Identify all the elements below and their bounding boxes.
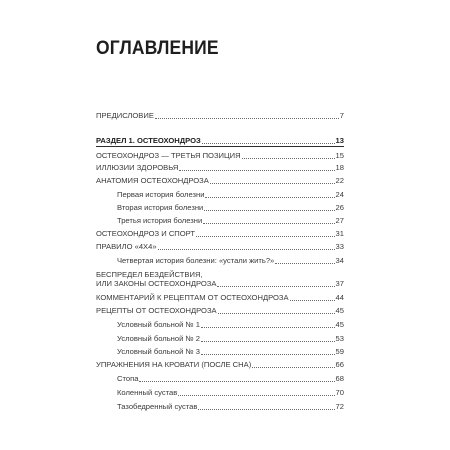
toc-subentry[interactable] — [96, 334, 344, 343]
dot-leader — [275, 263, 334, 264]
page-title: ОГЛАВЛЕНИЕ — [96, 38, 219, 59]
toc-entry[interactable] — [96, 293, 344, 302]
toc-entry[interactable] — [96, 279, 344, 288]
toc-entry[interactable] — [96, 306, 344, 315]
toc-entry-page: 70 — [335, 388, 344, 397]
toc-entry-page: 72 — [335, 402, 344, 411]
toc-entry-page: 37 — [335, 279, 344, 288]
dot-leader — [201, 327, 335, 328]
toc-subentry[interactable] — [96, 347, 344, 356]
toc-entry-label: ПРАВИЛО «4Х4» — [96, 242, 157, 251]
toc-entry-label: Тазобедренный сустав — [117, 402, 198, 411]
section-divider — [96, 146, 344, 147]
toc-entry-page: 18 — [335, 163, 344, 172]
toc-subentry[interactable] — [96, 402, 344, 411]
toc-entry-label: Четвертая история болезни: «устали жить?» — [117, 256, 275, 265]
toc-entry-page: 7 — [339, 111, 344, 120]
toc-entry-label: Вторая история болезни — [117, 203, 204, 212]
toc-entry[interactable] — [96, 360, 344, 369]
toc-entry-label: Третья история болезни — [117, 216, 203, 225]
toc-subentry[interactable] — [96, 190, 344, 199]
toc-entry-page: 27 — [335, 216, 344, 225]
toc-entry[interactable] — [96, 151, 344, 160]
toc-entry-page: 34 — [335, 256, 344, 265]
toc-entry[interactable] — [96, 176, 344, 185]
dot-leader — [204, 210, 334, 211]
toc-entry-label: УПРАЖНЕНИЯ НА КРОВАТИ (ПОСЛЕ СНА) — [96, 360, 252, 369]
dot-leader — [218, 313, 335, 314]
toc-subentry[interactable] — [96, 388, 344, 397]
toc-entry-label: ПРЕДИСЛОВИЕ — [96, 111, 154, 120]
toc-entry-label: РАЗДЕЛ 1. ОСТЕОХОНДРОЗ — [96, 136, 201, 145]
dot-leader — [139, 381, 334, 382]
toc-entry-page: 45 — [335, 320, 344, 329]
toc-entry-label: Условный больной № 3 — [117, 347, 200, 356]
toc-subentry[interactable] — [96, 203, 344, 212]
toc-entry-page: 33 — [335, 242, 344, 251]
toc-entry-page: 31 — [335, 229, 344, 238]
dot-leader — [155, 118, 339, 119]
toc-entry-section-1[interactable] — [96, 136, 344, 145]
toc-entry-label: ОСТЕОХОНДРОЗ — ТРЕТЬЯ ПОЗИЦИЯ — [96, 151, 241, 160]
toc-subentry[interactable] — [96, 374, 344, 383]
toc-entry-page: 53 — [335, 334, 344, 343]
toc-entry-page: 15 — [335, 151, 344, 160]
toc-entry-page: 66 — [335, 360, 344, 369]
toc-entry-label: Коленный сустав — [117, 388, 178, 397]
dot-leader — [210, 183, 335, 184]
toc-entry-label: РЕЦЕПТЫ ОТ ОСТЕОХОНДРОЗА — [96, 306, 217, 315]
toc-entry-page: 24 — [335, 190, 344, 199]
dot-leader — [202, 143, 335, 144]
dot-leader — [217, 286, 334, 287]
dot-leader — [201, 354, 335, 355]
dot-leader — [179, 170, 334, 171]
dot-leader — [242, 158, 335, 159]
dot-leader — [252, 367, 334, 368]
dot-leader — [201, 341, 335, 342]
toc-entry[interactable] — [96, 242, 344, 251]
toc-entry-page: 68 — [335, 374, 344, 383]
toc-subentry[interactable] — [96, 256, 344, 265]
toc-entry-label: Первая история болезни — [117, 190, 205, 199]
toc-entry-label: ОСТЕОХОНДРОЗ И СПОРТ — [96, 229, 196, 238]
toc-entry-page: 44 — [335, 293, 344, 302]
toc-entry-label: ИЛИ ЗАКОНЫ ОСТЕОХОНДРОЗА — [96, 279, 217, 288]
toc-entry-page: 59 — [335, 347, 344, 356]
dot-leader — [196, 236, 335, 237]
dot-leader — [178, 395, 334, 396]
toc-entry-page: 13 — [335, 136, 344, 145]
toc-subentry[interactable] — [96, 320, 344, 329]
dot-leader — [158, 249, 335, 250]
toc-entry-label-line1: БЕСПРЕДЕЛ БЕЗДЕЙСТВИЯ, — [96, 270, 203, 279]
dot-leader — [198, 409, 334, 410]
toc-entry-label: Стопа — [117, 374, 139, 383]
toc-entry-page: 22 — [335, 176, 344, 185]
toc-entry-label: КОММЕНТАРИЙ К РЕЦЕПТАМ ОТ ОСТЕОХОНДРОЗА — [96, 293, 289, 302]
toc-subentry[interactable] — [96, 216, 344, 225]
dot-leader — [205, 197, 334, 198]
toc-entry[interactable] — [96, 163, 344, 172]
toc-entry-line1 — [96, 270, 344, 279]
toc-entry-label: ИЛЛЮЗИИ ЗДОРОВЬЯ — [96, 163, 179, 172]
toc-entry-page: 45 — [335, 306, 344, 315]
dot-leader — [290, 300, 335, 301]
toc-entry-label: Условный больной № 2 — [117, 334, 200, 343]
toc-entry-label: АНАТОМИЯ ОСТЕОХОНДРОЗА — [96, 176, 209, 185]
toc-entry-preface[interactable] — [96, 111, 344, 120]
toc-entry-label: Условный больной № 1 — [117, 320, 200, 329]
toc-entry[interactable] — [96, 229, 344, 238]
dot-leader — [203, 223, 334, 224]
toc-entry-page: 26 — [335, 203, 344, 212]
